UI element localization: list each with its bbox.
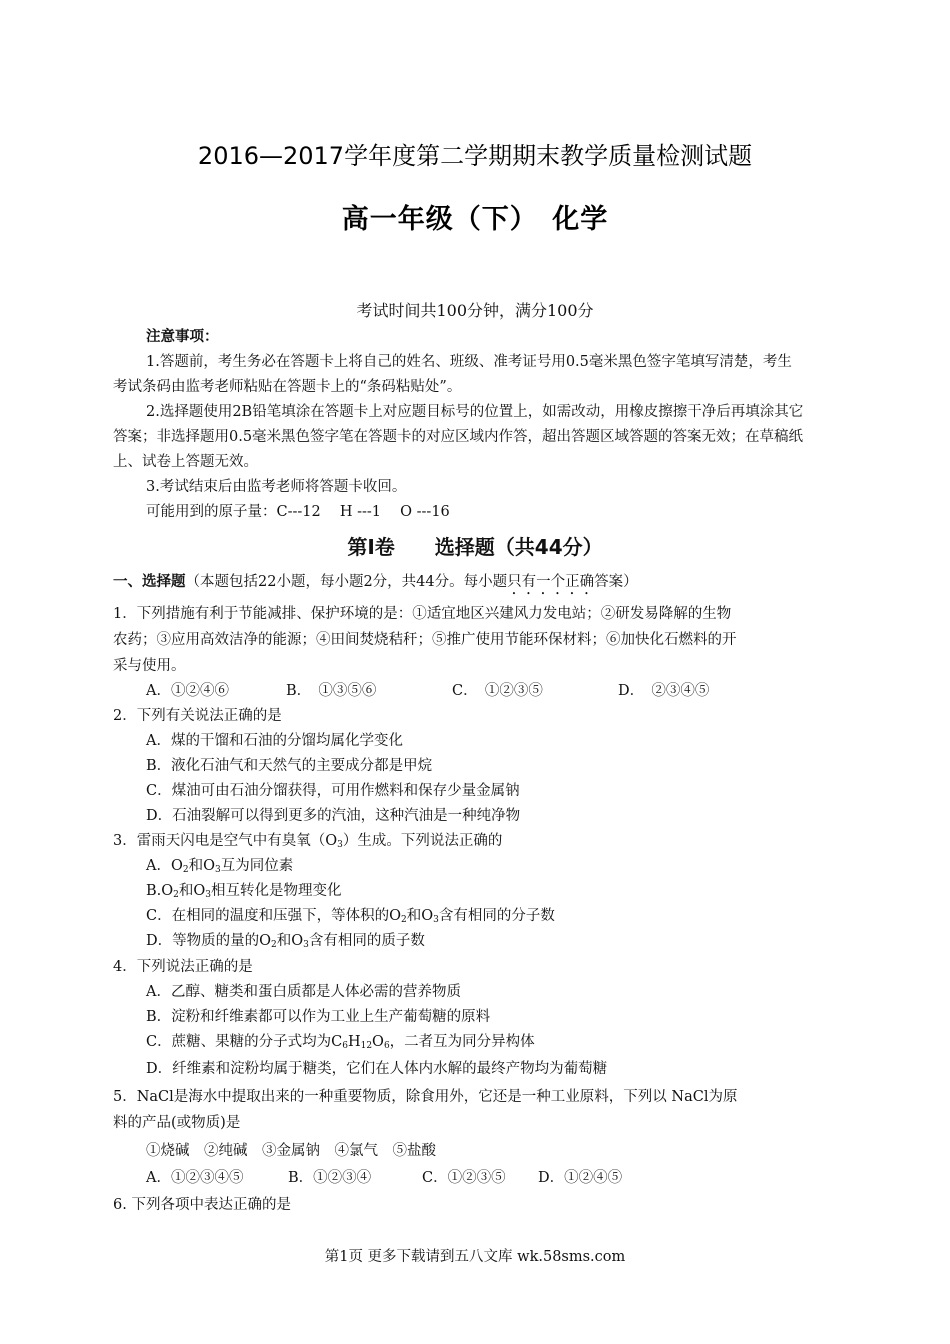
q1-stem: 1．下列措施有利于节能减排、保护环境的是：①适宜地区兴建风力发电站；②研发易降解的生物 <box>113 606 732 622</box>
page-footer: 第1页 更多下载请到五八文库 wk.58sms.com <box>324 1249 626 1265</box>
text: 相互转化是物理变化 <box>211 883 342 899</box>
q5-option-b: B．①②③④ <box>288 1170 372 1186</box>
q5-options <box>146 1168 622 1188</box>
q3-stem-b: ）生成。下列说法正确的 <box>342 833 503 849</box>
subscript: 6 <box>383 1041 390 1051</box>
exam-subtitle: 高一年级（下） 化学 <box>341 204 609 235</box>
exam-info: 考试时间共100分钟，满分100分 <box>356 301 594 320</box>
subscript: 12 <box>360 1041 373 1051</box>
text: 互为同位素 <box>220 858 294 874</box>
q1-stem: 采与使用。 <box>113 658 186 674</box>
q3-stem <box>113 831 502 855</box>
subscript: 3 <box>433 915 439 925</box>
text: 含有相同的质子数 <box>308 933 425 949</box>
subscript: 3 <box>205 890 212 900</box>
section-title: 第Ⅰ卷 选择题（共44分） <box>347 535 603 559</box>
notice-item: 上、试卷上答题无效。 <box>113 454 258 470</box>
text: C．在相同的温度和压强下，等体积的O <box>146 908 401 924</box>
section-instruction <box>113 572 638 598</box>
exam-title: 2016—2017学年度第二学期期末教学质量检测试题 <box>197 142 753 170</box>
q3-option-d <box>146 931 425 955</box>
subscript: 2 <box>271 940 277 950</box>
q4-option-c <box>146 1032 535 1056</box>
notice-item: 考试条码由监考老师粘贴在答题卡上的“条码粘贴处”。 <box>113 379 462 395</box>
q1-option-b: B． ①③⑤⑥ <box>286 683 377 699</box>
q4-option-a: A．乙醇、糖类和蛋白质都是人体必需的营养物质 <box>146 984 461 1000</box>
q1-option-d: D． ②③④⑤ <box>618 683 710 699</box>
text: 和O <box>276 933 304 949</box>
q3-stem-a: 3．雷雨天闪电是空气中有臭氧（O <box>113 833 338 849</box>
q2-stem: 2．下列有关说法正确的是 <box>113 708 282 724</box>
subscript: 3 <box>303 940 309 950</box>
notice-item: 3.考试结束后由监考老师将答题卡收回。 <box>146 479 407 495</box>
q5-option-c: C．①②③⑤ <box>422 1170 506 1186</box>
q2-option-d: D．石油裂解可以得到更多的汽油，这种汽油是一种纯净物 <box>146 808 521 824</box>
notice-item: 2.选择题使用2B铅笔填涂在答题卡上对应题目标号的位置上，如需改动，用橡皮擦擦干净后再填涂其它 <box>146 404 804 420</box>
q4-option-d: D．纤维素和淀粉均属于糖类，它们在人体内水解的最终产物均为葡萄糖 <box>146 1061 608 1077</box>
instruction-end: 答案） <box>594 574 638 590</box>
instruction-emphasis: 只有一个正确 <box>507 574 595 590</box>
q3-option-c <box>146 906 555 930</box>
q1-stem: 农药；③应用高效洁净的能源；④田间焚烧秸秆；⑤推广使用节能环保材料；⑥加快化石燃料的开 <box>113 632 737 648</box>
subscript: 6 <box>342 1041 348 1051</box>
q3-option-a <box>146 856 293 880</box>
section-label: 一、选择题 <box>113 573 186 590</box>
text: D．等物质的量的O <box>146 933 272 949</box>
q5-stem: 5．NaCl是海水中提取出来的一种重要物质，除食用外，它还是一种工业原料，下列以 NaCl为原 <box>113 1089 738 1105</box>
subscript: 2 <box>182 865 189 875</box>
text: 和O <box>178 883 206 899</box>
q1-option-c: C． ①②③⑤ <box>452 683 543 699</box>
q1-option-a: A．①②④⑥ <box>146 683 229 699</box>
q1-options <box>146 681 709 701</box>
atomic-mass-line: 可能用到的原子量：C---12 H ---1 O ---16 <box>146 504 450 520</box>
text: 和O <box>406 908 434 924</box>
text: H <box>347 1034 361 1050</box>
notice-item: 答案；非选择题用0.5毫米黑色签字笔在答题卡的对应区域内作答，超出答题区域答题的答案无效；在草稿纸 <box>113 429 804 445</box>
text: A．O <box>146 858 183 874</box>
subscript: 3 <box>337 840 343 850</box>
text: O <box>372 1034 384 1050</box>
q4-option-b: B．淀粉和纤维素都可以作为工业上生产葡萄糖的原料 <box>146 1009 491 1025</box>
q5-stem: 料的产品(或物质)是 <box>113 1115 241 1131</box>
text: C．蔗糖、果糖的分子式均为C <box>146 1034 343 1050</box>
subscript: 2 <box>173 890 179 900</box>
q5-items: ①烧碱 ②纯碱 ③金属钠 ④氯气 ⑤盐酸 <box>146 1143 436 1159</box>
q5-option-d: D．①②④⑤ <box>538 1170 623 1186</box>
q5-option-a: A．①②③④⑤ <box>146 1170 244 1186</box>
notice-heading: 注意事项： <box>146 328 219 345</box>
text: ，二者互为同分异构体 <box>389 1034 535 1050</box>
q2-option-b: B．液化石油气和天然气的主要成分都是甲烷 <box>146 758 433 774</box>
notice-item: 1.答题前，考生务必在答题卡上将自己的姓名、班级、准考证号用0.5毫米黑色签字笔填写清楚，考生 <box>146 354 792 370</box>
subscript: 2 <box>400 915 407 925</box>
text: B.O <box>146 883 174 899</box>
q6-stem: 6. 下列各项中表达正确的是 <box>113 1197 291 1213</box>
text: 含有相同的分子数 <box>438 908 555 924</box>
subscript: 3 <box>214 865 221 875</box>
q4-stem: 4．下列说法正确的是 <box>113 959 253 975</box>
instruction-text: （本题包括22小题，每小题2分，共44分。每小题 <box>185 574 508 590</box>
text: 和O <box>188 858 215 874</box>
q3-option-b <box>146 881 342 905</box>
q2-option-c: C．煤油可由石油分馏获得，可用作燃料和保存少量金属钠 <box>146 783 520 799</box>
q2-option-a: A．煤的干馏和石油的分馏均属化学变化 <box>146 733 403 749</box>
